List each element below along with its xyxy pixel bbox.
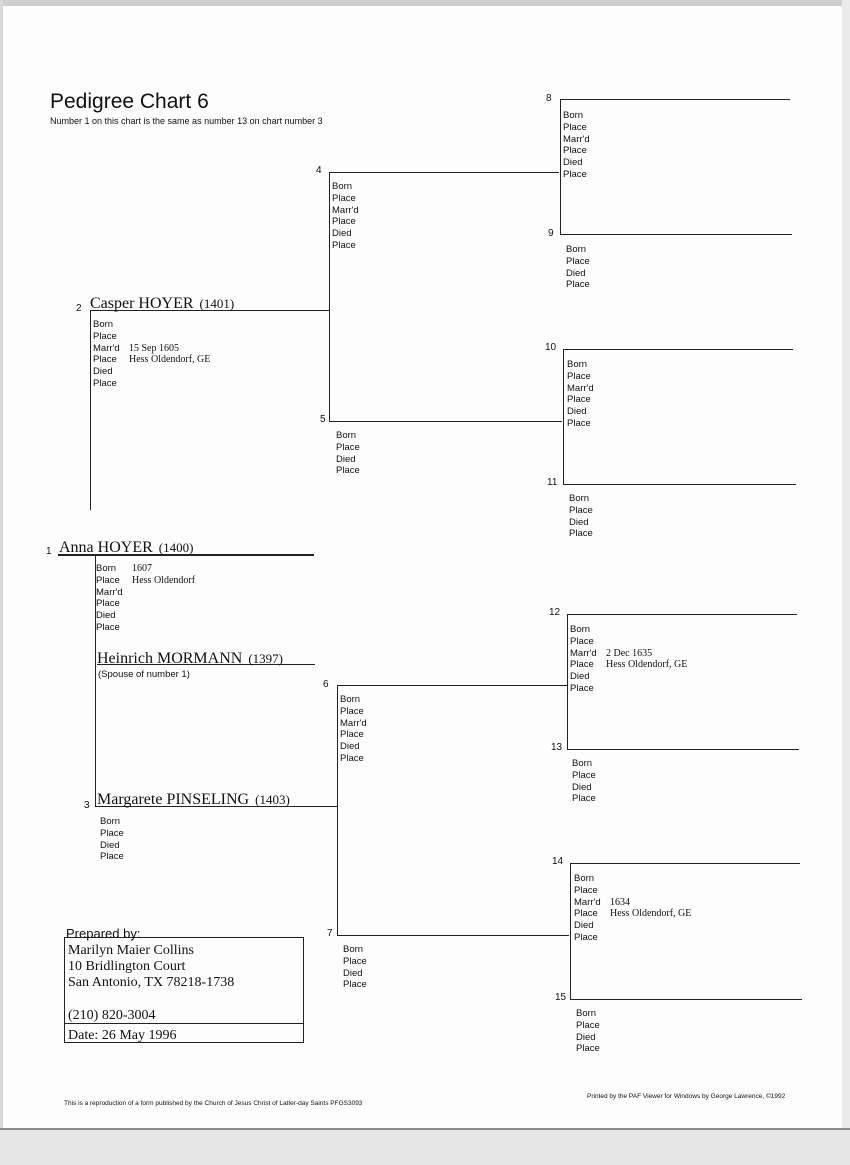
place-label: Place	[563, 121, 587, 133]
place-label: Place	[96, 621, 120, 633]
person-8-details	[563, 110, 599, 181]
died-label: Died	[563, 157, 583, 169]
footer-right: Printed by the PAF Viewer for Windows by George Lawrence, ©1992	[587, 1093, 786, 1100]
place-label: Place	[96, 598, 120, 610]
person-10-number: 10	[545, 342, 557, 353]
person-14-number: 14	[552, 856, 564, 867]
place-label: Place	[332, 192, 356, 204]
place-label: Place	[574, 908, 598, 920]
person-13-details	[572, 758, 608, 805]
person-14-married: 1634	[610, 896, 630, 908]
person-2-details	[93, 319, 210, 390]
born-label: Born	[576, 1008, 597, 1019]
married-label: Marr'd	[332, 204, 359, 216]
died-label: Died	[332, 228, 352, 240]
place-label: Place	[570, 682, 594, 694]
person-11-details	[569, 493, 605, 540]
connector-7-14-15	[570, 863, 571, 1000]
spouse-name-text: Heinrich MORMANN	[97, 650, 243, 667]
person-6-line	[337, 685, 567, 686]
born-label: Born	[343, 944, 364, 955]
place-label: Place	[567, 394, 591, 406]
place-label: Place	[96, 574, 120, 586]
married-label: Marr'd	[93, 342, 120, 354]
preparer-address-1: 10 Bridlington Court	[68, 959, 186, 974]
place-label: Place	[336, 441, 360, 453]
person-2-married: 15 Sep 1605	[129, 342, 179, 354]
place-label: Place	[572, 769, 596, 781]
place-label: Place	[570, 635, 594, 647]
person-4-number: 4	[316, 165, 322, 176]
born-label: Born	[572, 758, 593, 769]
died-label: Died	[572, 781, 592, 793]
spouse-name	[97, 650, 283, 668]
spouse-note: (Spouse of number 1)	[98, 669, 190, 680]
place-label: Place	[574, 931, 598, 943]
person-10-details	[567, 359, 603, 430]
connector-2-4-5	[329, 172, 330, 422]
scan-edge-bottom-line	[0, 1128, 850, 1130]
died-label: Died	[340, 741, 360, 753]
person-2-number: 2	[76, 303, 82, 314]
person-2-rin: (1401)	[199, 296, 235, 311]
died-label: Died	[569, 516, 589, 528]
connector-6-12-13	[567, 614, 568, 750]
place-label: Place	[340, 729, 364, 741]
connector-3-6-7	[337, 685, 338, 936]
person-4-details	[332, 181, 368, 252]
place-label: Place	[332, 239, 356, 251]
connector-4-8-9	[560, 99, 561, 235]
person-3-rin: (1403)	[255, 792, 290, 807]
person-3-name-text: Margarete PINSELING	[97, 791, 250, 808]
born-label: Born	[340, 694, 361, 705]
place-label: Place	[93, 330, 117, 342]
person-1-details	[96, 563, 195, 634]
place-label: Place	[569, 528, 593, 540]
person-6-details	[340, 694, 376, 765]
born-label: Born	[332, 181, 353, 192]
person-1-rin: (1400)	[158, 540, 194, 555]
person-7-number: 7	[327, 928, 333, 939]
born-label: Born	[96, 563, 117, 574]
person-10-line	[563, 349, 793, 350]
died-label: Died	[96, 610, 116, 622]
scan-edge-bottom	[0, 1128, 850, 1165]
place-label: Place	[563, 145, 587, 157]
born-label: Born	[569, 493, 590, 504]
person-1-born: 1607	[132, 563, 152, 574]
scan-edge-right	[842, 0, 850, 1165]
died-label: Died	[343, 967, 363, 979]
place-label: Place	[343, 955, 367, 967]
place-label: Place	[567, 417, 591, 429]
place-label: Place	[343, 979, 367, 991]
chart-subtitle: Number 1 on this chart is the same as number 13 on chart number 3	[50, 116, 323, 126]
person-12-number: 12	[549, 607, 561, 618]
person-1-name	[59, 539, 193, 557]
place-label: Place	[332, 216, 356, 228]
person-14-married-place: Hess Oldendorf, GE	[610, 908, 692, 920]
person-3-number: 3	[84, 800, 90, 811]
person-11-line	[563, 484, 796, 485]
married-label: Marr'd	[340, 717, 367, 729]
born-label: Born	[100, 816, 121, 827]
place-label: Place	[569, 504, 593, 516]
died-label: Died	[567, 406, 587, 418]
born-label: Born	[336, 430, 357, 441]
person-8-line	[560, 99, 790, 100]
place-label: Place	[340, 705, 364, 717]
connector-5-10-11	[563, 349, 564, 485]
married-label: Marr'd	[567, 382, 594, 394]
place-label: Place	[574, 884, 598, 896]
person-7-details	[343, 944, 379, 991]
person-5-details	[336, 430, 372, 477]
preparer-address-2: San Antonio, TX 78218-1738	[68, 975, 235, 990]
person-12-details	[570, 624, 687, 695]
footer-left: This is a reproduction of a form published by the Church of Jesus Christ of Latter-day Saints PFGS3093	[64, 1100, 363, 1107]
person-1-number: 1	[46, 546, 52, 557]
person-5-line	[329, 421, 562, 422]
born-label: Born	[570, 624, 591, 635]
connector-1-2	[90, 310, 91, 510]
person-3-details	[100, 816, 136, 863]
place-label: Place	[340, 752, 364, 764]
scan-edge-top	[0, 0, 850, 6]
person-3-name	[97, 791, 290, 809]
place-label: Place	[566, 255, 590, 267]
married-label: Marr'd	[563, 133, 590, 145]
prepared-by-label: Prepared by:	[66, 926, 141, 941]
place-label: Place	[567, 370, 591, 382]
place-label: Place	[100, 851, 124, 863]
place-label: Place	[100, 827, 124, 839]
person-2-name-text: Casper HOYER	[90, 295, 194, 312]
person-1-born-place: Hess Oldendorf	[132, 574, 196, 586]
person-12-married-place: Hess Oldendorf, GE	[606, 659, 688, 671]
place-label: Place	[336, 465, 360, 477]
died-label: Died	[566, 267, 586, 279]
married-label: Marr'd	[570, 647, 597, 659]
born-label: Born	[567, 359, 588, 370]
died-label: Died	[336, 453, 356, 465]
person-12-married: 2 Dec 1635	[606, 647, 653, 659]
died-label: Died	[570, 671, 590, 683]
place-label: Place	[93, 354, 117, 366]
person-1-name-text: Anna HOYER	[59, 539, 153, 556]
person-14-details	[574, 873, 691, 944]
died-label: Died	[93, 366, 113, 378]
place-label: Place	[570, 659, 594, 671]
person-15-details	[576, 1008, 612, 1055]
died-label: Died	[576, 1031, 596, 1043]
place-label: Place	[93, 377, 117, 389]
born-label: Born	[93, 319, 114, 330]
person-14-line	[570, 863, 800, 864]
place-label: Place	[576, 1043, 600, 1055]
scan-edge-left	[0, 0, 3, 1165]
person-8-number: 8	[546, 93, 552, 104]
person-9-details	[566, 244, 602, 291]
person-2-married-place: Hess Oldendorf, GE	[129, 354, 211, 366]
place-label: Place	[576, 1019, 600, 1031]
person-5-number: 5	[320, 414, 326, 425]
person-15-line	[570, 999, 802, 1000]
person-9-line	[560, 234, 792, 235]
person-13-line	[567, 749, 799, 750]
place-label: Place	[566, 279, 590, 291]
born-label: Born	[563, 110, 584, 121]
chart-title: Pedigree Chart 6	[50, 90, 209, 113]
person-11-number: 11	[547, 477, 558, 488]
preparer-name: Marilyn Maier Collins	[68, 943, 194, 958]
spouse-rin: (1397)	[248, 651, 283, 666]
born-label: Born	[566, 244, 587, 255]
person-4-line	[329, 172, 559, 173]
person-7-line	[337, 935, 569, 936]
person-13-number: 13	[551, 742, 563, 753]
died-label: Died	[574, 920, 594, 932]
person-12-line	[567, 614, 797, 615]
preparer-phone: (210) 820-3004	[68, 1008, 156, 1023]
person-9-number: 9	[548, 228, 554, 239]
person-6-number: 6	[323, 679, 329, 690]
person-2-name	[90, 295, 234, 313]
person-15-number: 15	[555, 992, 567, 1003]
married-label: Marr'd	[574, 896, 601, 908]
died-label: Died	[100, 839, 120, 851]
born-label: Born	[574, 873, 595, 884]
place-label: Place	[572, 793, 596, 805]
married-label: Marr'd	[96, 586, 123, 598]
place-label: Place	[563, 168, 587, 180]
prepared-date: Date: 26 May 1996	[68, 1028, 177, 1043]
